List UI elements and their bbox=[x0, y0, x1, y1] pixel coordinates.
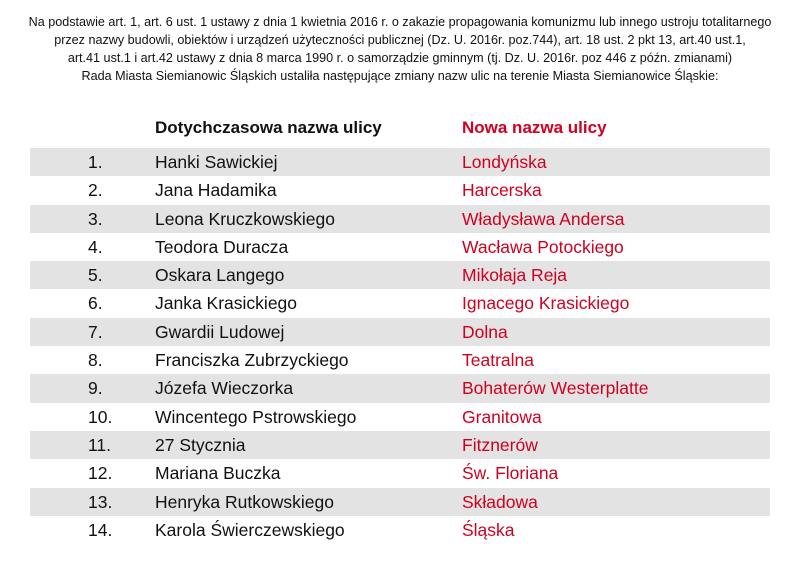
new-street-name: Mikołaja Reja bbox=[462, 265, 568, 286]
old-street-name: Leona Kruczkowskiego bbox=[155, 208, 335, 229]
row-number: 6. bbox=[88, 293, 103, 314]
intro-line: przez nazwy budowli, obiektów i urządzeń użyteczności publicznej (Dz. U. 2016r. poz.744), art. 18 ust. 2 pkt 13, art.40 ust.1, bbox=[54, 33, 746, 47]
row-number: 4. bbox=[88, 236, 103, 257]
old-street-name: Mariana Buczka bbox=[155, 463, 281, 484]
old-street-name: Wincentego Pstrowskiego bbox=[155, 406, 357, 427]
table-row bbox=[30, 516, 770, 544]
old-street-name: 27 Stycznia bbox=[155, 434, 246, 455]
row-number: 7. bbox=[88, 321, 103, 342]
table-row bbox=[30, 176, 770, 204]
table-row bbox=[30, 459, 770, 487]
table-row bbox=[30, 261, 770, 289]
table-row bbox=[30, 205, 770, 233]
new-street-name: Śląska bbox=[462, 519, 515, 540]
row-number: 14. bbox=[88, 519, 113, 540]
table-row bbox=[30, 148, 770, 176]
row-number: 12. bbox=[88, 463, 113, 484]
row-number: 11. bbox=[88, 434, 112, 455]
row-number: 3. bbox=[88, 208, 103, 229]
table-row bbox=[30, 403, 770, 431]
table-row bbox=[30, 346, 770, 374]
row-number: 5. bbox=[88, 265, 103, 286]
table-row bbox=[30, 488, 770, 516]
row-number: 2. bbox=[88, 180, 103, 201]
row-number: 13. bbox=[88, 491, 113, 512]
intro-paragraph bbox=[0, 13, 800, 85]
intro-line: art.41 ust.1 i art.42 ustawy z dnia 8 marca 1990 r. o samorządzie gminnym (tj. Dz. U. 2016r. poz 446 z późn. zmianami) bbox=[67, 51, 733, 65]
table-row bbox=[30, 289, 770, 317]
new-street-name: Londyńska bbox=[462, 152, 547, 172]
new-street-name: Składowa bbox=[462, 491, 538, 512]
intro-line: Rada Miasta Siemianowic Śląskich ustaliła następujące zmiany nazw ulic na terenie Miasta Siemianowice Śląskie: bbox=[81, 69, 719, 83]
new-street-name: Granitowa bbox=[462, 406, 542, 427]
old-street-name: Franciszka Zubrzyckiego bbox=[155, 350, 349, 371]
street-rename-table bbox=[30, 148, 770, 544]
old-street-name: Teodora Duracza bbox=[155, 236, 289, 257]
old-street-name: Karola Świerczewskiego bbox=[155, 519, 345, 540]
row-number: 10. bbox=[88, 406, 113, 427]
old-street-name: Gwardii Ludowej bbox=[155, 321, 285, 342]
old-street-name: Jana Hadamika bbox=[155, 180, 277, 201]
row-number: 1. bbox=[88, 152, 103, 172]
new-street-name: Teatralna bbox=[462, 350, 534, 371]
new-street-name: Harcerska bbox=[462, 180, 542, 201]
old-street-name: Henryka Rutkowskiego bbox=[155, 491, 334, 512]
new-street-name: Władysława Andersa bbox=[462, 208, 625, 229]
new-street-name: Fitznerów bbox=[462, 434, 538, 455]
new-street-name: Ignacego Krasickiego bbox=[462, 293, 630, 314]
new-street-name: Bohaterów Westerplatte bbox=[462, 378, 649, 399]
table-row bbox=[30, 374, 770, 402]
table-row bbox=[30, 318, 770, 346]
old-street-name: Oskara Langego bbox=[155, 265, 285, 286]
intro-line: Na podstawie art. 1, art. 6 ust. 1 ustawy z dnia 1 kwietnia 2016 r. o zakazie propagowania komunizmu lub innego ustroju totalitarnego bbox=[28, 15, 772, 29]
table-row bbox=[30, 431, 770, 459]
table-header bbox=[0, 114, 800, 144]
row-number: 8. bbox=[88, 350, 103, 371]
new-street-name: Wacława Potockiego bbox=[462, 236, 624, 257]
table-row bbox=[30, 233, 770, 261]
old-street-name: Hanki Sawickiej bbox=[155, 152, 278, 172]
new-street-name: Św. Floriana bbox=[462, 463, 559, 484]
old-street-name: Janka Krasickiego bbox=[155, 293, 298, 314]
row-number: 9. bbox=[88, 378, 103, 399]
new-street-name: Dolna bbox=[462, 321, 508, 342]
header-old-street-name: Dotychczasowa nazwa ulicy bbox=[155, 118, 382, 137]
old-street-name: Józefa Wieczorka bbox=[155, 378, 294, 399]
header-new-street-name: Nowa nazwa ulicy bbox=[462, 118, 607, 137]
